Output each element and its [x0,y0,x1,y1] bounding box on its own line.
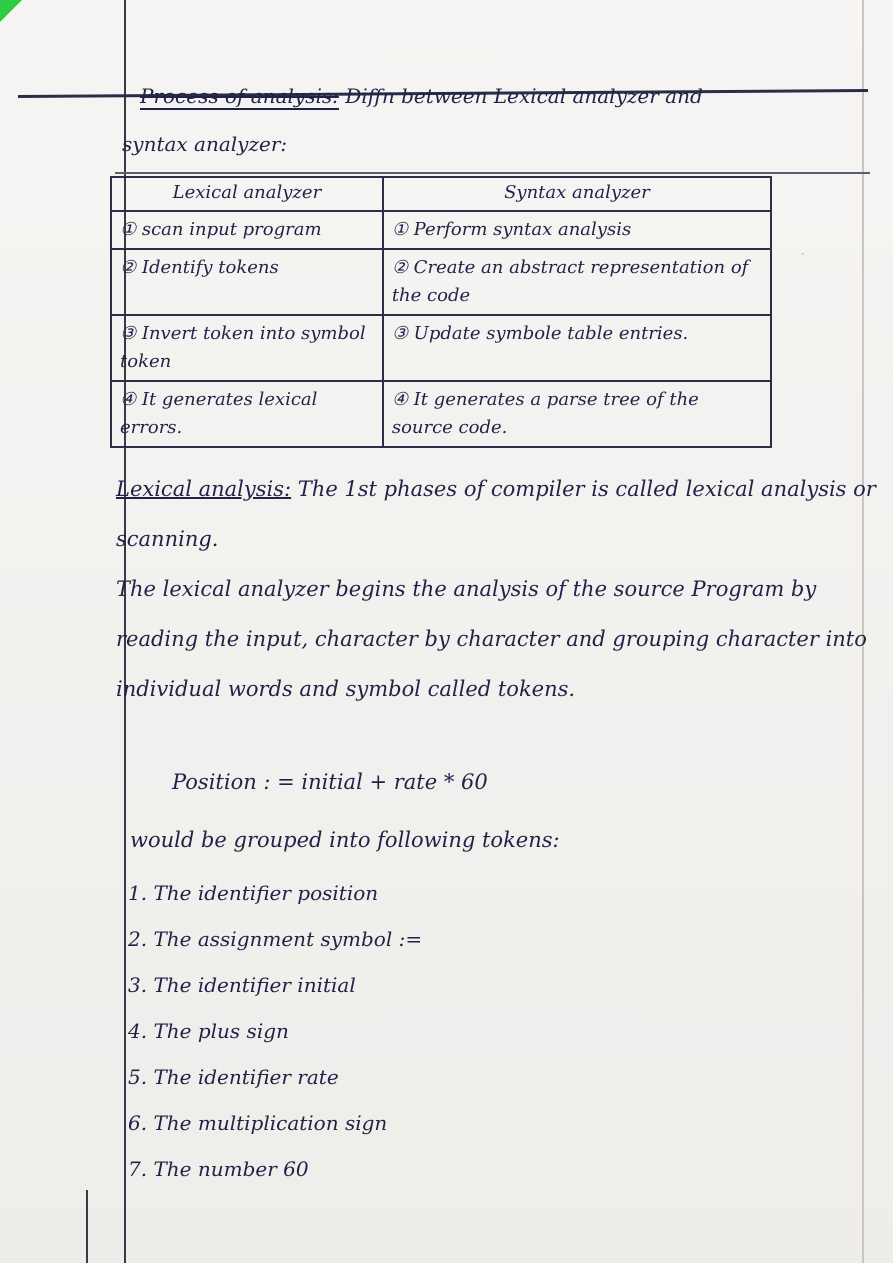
comparison-table [110,176,772,448]
lexical-paragraph: The lexical analyzer begins the analysis of the source Program by reading the input, character by character and grouping character into individual words and symbol called tokens. [116,577,867,701]
green-corner-mark [0,0,22,22]
list-item: 3. The identifier initial [128,973,356,997]
lexical-def: The 1st phases of compiler is called lexical analysis or scanning. [116,477,876,551]
table-cell: ④ It generates lexical errors. [111,381,383,447]
table-cell: ② Identify tokens [111,249,383,315]
heading-title: Diffn between Lexical analyzer and [345,84,703,108]
table-cell: ③ Invert token into symbol token [111,315,383,381]
list-item: 6. The multiplication sign [128,1111,388,1135]
table-cell: ③ Update symbole table entries. [383,315,771,381]
table-header-lexical: Lexical analyzer [111,177,383,211]
grouped-line: would be grouped into following tokens: [130,828,560,852]
table-cell: ④ It generates a parse tree of the source code. [383,381,771,447]
lexical-term: Lexical analysis: [116,477,292,501]
struck-heading: Process of analysis: [140,84,339,108]
list-item: 1. The identifier position [128,881,379,905]
table-cell: ② Create an abstract representation of the code [383,249,771,315]
heading-rule [115,172,870,174]
margin-line-lower [86,1190,88,1263]
list-item: 4. The plus sign [128,1019,289,1043]
list-item: 5. The identifier rate [128,1065,339,1089]
heading-line-1 [140,84,703,108]
lexical-definition [116,464,876,564]
list-item: 2. The assignment symbol := [128,927,423,951]
table-cell: ① Perform syntax analysis [383,211,771,249]
equation: Position : = initial + rate * 60 [172,770,488,794]
notebook-page: . Process of analysis: Diffn between Lexical analyzer and syntax analyzer: Lexical analyzer Syntax analyzer ① scan input program ① Perform syntax analysis ② Identify tokens ② Create an abstract representation of the code ③ Invert token into symbol token ③ Update symbole table entries. ④ It generates lexical errors. ④ It generates a parse tree of the source code. Lexical analysis: The 1st phases of compiler is called lexical analysis or scanning. The lexical analyzer begins the analysis of the source Program by reading the input, character by character and grouping character into individual words and symbol called tokens. Position : = initial + rate * 60 would be grouped into following tokens: 1. The identifier position 2. The assignment symbol := 3. The identifier initial 4. The plus sign 5. The identifier rate 6. The multiplication sign 7. The number 60 [0,0,893,1263]
token-list [100,870,422,1192]
list-item: 7. The number 60 [128,1157,309,1181]
heading-line-2: syntax analyzer: [122,132,288,156]
table-header-syntax: Syntax analyzer [383,177,771,211]
table-cell: ① scan input program [111,211,383,249]
